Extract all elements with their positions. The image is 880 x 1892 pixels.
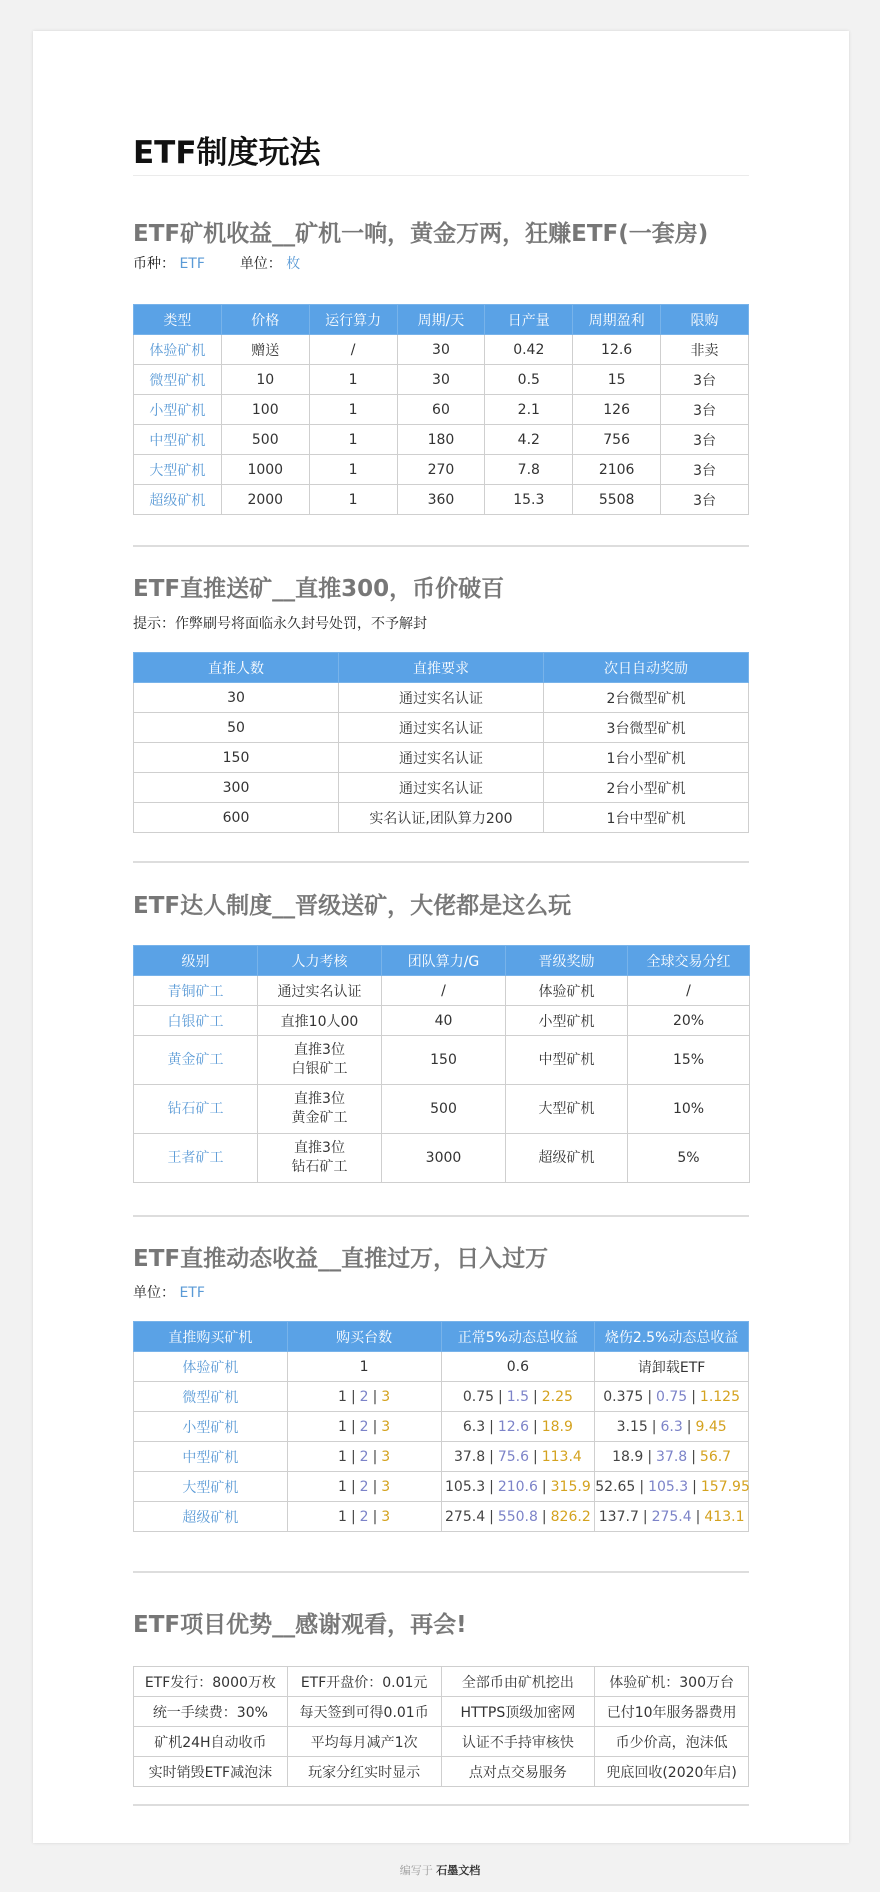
coin-value: ETF <box>179 256 205 272</box>
table-header-row <box>134 305 749 335</box>
table-cell: 30 <box>134 683 339 713</box>
table-cell: 126 <box>573 395 661 425</box>
miner-income-table <box>133 304 749 515</box>
table-row <box>134 365 749 395</box>
value-b-2: 105.3 <box>648 1478 689 1495</box>
value-q-3: 3 <box>381 1418 391 1435</box>
table-cell: 大型矿机 <box>506 1085 628 1134</box>
table-cell: 3台 <box>661 485 749 515</box>
section-divider <box>133 1571 749 1573</box>
table-cell: 0.6 <box>441 1352 595 1382</box>
table-cell: 2106 <box>573 455 661 485</box>
column-header: 购买台数 <box>287 1322 441 1352</box>
coin-unit-line <box>133 253 300 273</box>
value-b-3: 413.1 <box>704 1508 745 1525</box>
table-cell: 5% <box>628 1134 750 1183</box>
cell-line: 直推3位 <box>294 1042 345 1058</box>
table-cell <box>595 1382 749 1412</box>
column-header: 类型 <box>134 305 222 335</box>
value-q-2: 2 <box>359 1448 369 1465</box>
page-title: ETF制度玩法 <box>133 135 321 171</box>
table-cell: 0.5 <box>485 365 573 395</box>
section-divider <box>133 861 749 863</box>
dynamic-income-rows <box>134 1382 749 1532</box>
table-cell: 超级矿机 <box>134 1502 288 1532</box>
column-header: 次日自动奖励 <box>544 653 749 683</box>
table-row <box>134 773 749 803</box>
table-cell: 币少价高，泡沫低 <box>595 1727 749 1757</box>
separator: | <box>372 1418 378 1435</box>
column-header: 团队算力/G <box>382 946 506 976</box>
table-cell: 2.1 <box>485 395 573 425</box>
table-cell: 180 <box>397 425 485 455</box>
table-row <box>134 1472 749 1502</box>
table-cell: 微型矿机 <box>134 365 222 395</box>
table-cell: ETF开盘价：0.01元 <box>287 1667 441 1697</box>
value-n-3: 826.2 <box>550 1508 591 1525</box>
column-header: 直推要求 <box>339 653 544 683</box>
section-heading-rank-system: ETF达人制度__晋级送矿，大佬都是这么玩 <box>133 893 572 919</box>
document-page <box>33 31 849 1843</box>
separator: | <box>647 1388 653 1405</box>
value-b-2: 6.3 <box>660 1418 683 1435</box>
value-b-1: 52.65 <box>595 1478 636 1495</box>
table-cell: 大型矿机 <box>134 455 222 485</box>
table-cell: 中型矿机 <box>134 1442 288 1472</box>
table-row <box>134 1382 749 1412</box>
table-row <box>134 455 749 485</box>
table-cell <box>258 1036 382 1085</box>
table-cell: / <box>628 976 750 1006</box>
table-cell: 王者矿工 <box>134 1134 258 1183</box>
table-cell: 3台 <box>661 425 749 455</box>
referral-table <box>133 652 749 833</box>
table-cell: 50 <box>134 713 339 743</box>
table-cell: 白银矿工 <box>134 1006 258 1036</box>
value-q-3: 3 <box>381 1508 391 1525</box>
table-cell: 小型矿机 <box>506 1006 628 1036</box>
table-cell: 1 <box>309 425 397 455</box>
table-row <box>134 976 750 1006</box>
footer-brand: 石墨文档 <box>436 1864 481 1877</box>
separator: | <box>489 1418 494 1435</box>
table-cell: 认证不手持审核快 <box>441 1727 595 1757</box>
table-cell <box>287 1382 441 1412</box>
separator: | <box>533 1448 538 1465</box>
unit-label: 单位： <box>239 256 282 272</box>
table-cell: 体验矿机 <box>134 1352 288 1382</box>
table-cell: 3台微型矿机 <box>544 713 749 743</box>
column-header: 正常5%动态总收益 <box>441 1322 595 1352</box>
table-cell: 钻石矿工 <box>134 1085 258 1134</box>
column-header: 直推人数 <box>134 653 339 683</box>
section-heading-miner-income: ETF矿机收益__矿机一响，黄金万两，狂赚ETF(一套房) <box>133 221 709 247</box>
table-cell <box>287 1412 441 1442</box>
table-cell: 超级矿机 <box>134 485 222 515</box>
table-row <box>134 1006 750 1036</box>
coin-label: 币种： <box>133 256 175 272</box>
table-header-row <box>134 653 749 683</box>
table-cell: 0.42 <box>485 335 573 365</box>
table-cell: 1 <box>287 1352 441 1382</box>
column-header: 周期/天 <box>397 305 485 335</box>
table-cell: 通过实名认证 <box>339 743 544 773</box>
table-cell: 3台 <box>661 365 749 395</box>
separator: | <box>489 1478 494 1495</box>
table-row <box>134 743 749 773</box>
value-n-1: 37.8 <box>453 1448 486 1465</box>
column-header: 日产量 <box>485 305 573 335</box>
value-q-1: 1 <box>338 1508 347 1525</box>
table-cell: 15% <box>628 1036 750 1085</box>
table-cell: 通过实名认证 <box>339 773 544 803</box>
section-divider <box>133 1804 749 1806</box>
dynamic-income-table <box>133 1321 749 1532</box>
cell-line: 白银矿工 <box>291 1061 348 1077</box>
separator: | <box>642 1508 648 1525</box>
separator: | <box>350 1388 356 1405</box>
value-q-2: 2 <box>359 1508 369 1525</box>
table-cell: 500 <box>221 425 309 455</box>
value-n-3: 315.9 <box>550 1478 591 1495</box>
unit-value: 枚 <box>286 256 301 272</box>
value-n-2: 210.6 <box>497 1478 538 1495</box>
separator: | <box>647 1448 653 1465</box>
separator: | <box>686 1418 692 1435</box>
value-q-1: 1 <box>338 1478 347 1495</box>
section-heading-advantages: ETF项目优势__感谢观看，再会! <box>133 1612 467 1638</box>
table-cell: 小型矿机 <box>134 395 222 425</box>
value-b-3: 56.7 <box>699 1448 732 1465</box>
value-b-2: 275.4 <box>651 1508 692 1525</box>
value-q-3: 3 <box>381 1448 391 1465</box>
table-cell: 体验矿机：300万台 <box>595 1667 749 1697</box>
value-n-3: 18.9 <box>541 1418 573 1435</box>
table-row <box>134 1085 750 1134</box>
table-cell: 通过实名认证 <box>339 713 544 743</box>
rank-table <box>133 945 750 1183</box>
column-header: 晋级奖励 <box>506 946 628 976</box>
table-cell: 15.3 <box>485 485 573 515</box>
separator: | <box>350 1508 356 1525</box>
table-cell: 40 <box>382 1006 506 1036</box>
advantages-table <box>133 1666 749 1787</box>
table-cell: 1台中型矿机 <box>544 803 749 833</box>
cell-line: 黄金矿工 <box>291 1110 348 1126</box>
value-n-3: 113.4 <box>541 1448 582 1465</box>
table-row <box>134 1412 749 1442</box>
table-cell: 超级矿机 <box>506 1134 628 1183</box>
column-header: 限购 <box>661 305 749 335</box>
footer <box>0 1862 880 1878</box>
value-b-2: 37.8 <box>656 1448 688 1465</box>
separator: | <box>350 1448 356 1465</box>
table-cell: 150 <box>382 1036 506 1085</box>
table-cell: 中型矿机 <box>506 1036 628 1085</box>
unit-line <box>133 1282 205 1302</box>
table-row <box>134 713 749 743</box>
table-row <box>134 1352 749 1382</box>
column-header: 周期盈利 <box>573 305 661 335</box>
table-cell: 全部币由矿机挖出 <box>441 1667 595 1697</box>
column-header: 运行算力 <box>309 305 397 335</box>
separator: | <box>350 1478 356 1495</box>
table-cell: 通过实名认证 <box>258 976 382 1006</box>
column-header: 人力考核 <box>258 946 382 976</box>
column-header: 直推购买矿机 <box>134 1322 288 1352</box>
separator: | <box>691 1448 696 1465</box>
table-cell: 玩家分红实时显示 <box>287 1757 441 1787</box>
table-cell: 请卸载ETF <box>595 1352 749 1382</box>
separator: | <box>372 1508 378 1525</box>
table-cell: ETF发行：8000万枚 <box>134 1667 288 1697</box>
table-cell: 30 <box>397 365 485 395</box>
table-row <box>134 1757 749 1787</box>
table-cell: 矿机24H自动收币 <box>134 1727 288 1757</box>
separator: | <box>350 1418 356 1435</box>
table-cell: 1 <box>309 365 397 395</box>
value-q-2: 2 <box>359 1388 369 1405</box>
table-cell <box>441 1472 595 1502</box>
table-cell: 300 <box>134 773 339 803</box>
title-divider <box>133 175 749 176</box>
table-cell: 1 <box>309 485 397 515</box>
table-cell: 4.2 <box>485 425 573 455</box>
table-cell <box>441 1382 595 1412</box>
table-cell: 10% <box>628 1085 750 1134</box>
table-cell: 3台 <box>661 395 749 425</box>
cell-line: 直推3位 <box>294 1140 345 1156</box>
table-cell: 2台微型矿机 <box>544 683 749 713</box>
table-cell: 360 <box>397 485 485 515</box>
table-row <box>134 1667 749 1697</box>
separator: | <box>489 1508 494 1525</box>
table-cell: 中型矿机 <box>134 425 222 455</box>
table-cell <box>287 1442 441 1472</box>
table-cell: 大型矿机 <box>134 1472 288 1502</box>
value-b-3: 9.45 <box>695 1418 727 1435</box>
value-n-2: 12.6 <box>497 1418 529 1435</box>
separator: | <box>691 1388 696 1405</box>
value-b-1: 3.15 <box>616 1418 648 1435</box>
table-cell: HTTPS顶级加密网 <box>441 1697 595 1727</box>
separator: | <box>498 1388 503 1405</box>
separator: | <box>639 1478 645 1495</box>
value-q-1: 1 <box>338 1448 347 1465</box>
table-cell: 3台 <box>661 455 749 485</box>
value-b-1: 137.7 <box>598 1508 639 1525</box>
table-cell: 实时销毁ETF减泡沫 <box>134 1757 288 1787</box>
cell-line: 钻石矿工 <box>291 1159 348 1175</box>
separator: | <box>692 1478 697 1495</box>
table-cell: 10 <box>221 365 309 395</box>
section-divider <box>133 545 749 547</box>
value-n-1: 105.3 <box>445 1478 486 1495</box>
table-cell: 500 <box>382 1085 506 1134</box>
separator: | <box>533 1388 538 1405</box>
table-cell <box>441 1442 595 1472</box>
unit-value: ETF <box>179 1285 205 1301</box>
value-n-2: 75.6 <box>497 1448 529 1465</box>
table-cell: 体验矿机 <box>506 976 628 1006</box>
table-cell <box>258 1085 382 1134</box>
table-cell: 1 <box>309 395 397 425</box>
value-q-2: 2 <box>359 1478 369 1495</box>
separator: | <box>541 1508 547 1525</box>
table-row <box>134 1697 749 1727</box>
table-cell: 5508 <box>573 485 661 515</box>
value-q-3: 3 <box>381 1478 391 1495</box>
table-cell <box>595 1412 749 1442</box>
table-cell: 每天签到可得0.01币 <box>287 1697 441 1727</box>
table-cell <box>287 1472 441 1502</box>
table-header-row <box>134 1322 749 1352</box>
table-row <box>134 1134 750 1183</box>
table-cell: / <box>382 976 506 1006</box>
table-cell: 实名认证,团队算力200 <box>339 803 544 833</box>
table-cell: 直推10人00 <box>258 1006 382 1036</box>
section-heading-dynamic-income: ETF直推动态收益__直推过万，日入过万 <box>133 1246 549 1272</box>
separator: | <box>372 1448 378 1465</box>
table-cell <box>595 1472 749 1502</box>
table-cell: 统一手续费：30% <box>134 1697 288 1727</box>
table-cell: 1000 <box>221 455 309 485</box>
cell-line: 直推3位 <box>294 1091 345 1107</box>
table-cell: 赠送 <box>221 335 309 365</box>
table-cell: 15 <box>573 365 661 395</box>
separator: | <box>533 1418 538 1435</box>
table-cell <box>441 1502 595 1532</box>
table-cell: 1台小型矿机 <box>544 743 749 773</box>
column-header: 级别 <box>134 946 258 976</box>
value-q-1: 1 <box>338 1418 347 1435</box>
table-cell: 3000 <box>382 1134 506 1183</box>
value-b-3: 157.95 <box>700 1478 750 1495</box>
value-q-3: 3 <box>381 1388 391 1405</box>
table-cell: 点对点交易服务 <box>441 1757 595 1787</box>
table-cell: 60 <box>397 395 485 425</box>
table-cell: 体验矿机 <box>134 335 222 365</box>
table-cell: 青铜矿工 <box>134 976 258 1006</box>
table-row <box>134 335 749 365</box>
table-cell: 已付10年服务器费用 <box>595 1697 749 1727</box>
value-n-1: 0.75 <box>462 1388 495 1405</box>
table-cell: 通过实名认证 <box>339 683 544 713</box>
value-b-3: 1.125 <box>699 1388 741 1405</box>
table-row <box>134 395 749 425</box>
separator: | <box>651 1418 657 1435</box>
value-n-3: 2.25 <box>541 1388 573 1405</box>
separator: | <box>695 1508 701 1525</box>
table-cell <box>595 1442 749 1472</box>
value-b-2: 0.75 <box>656 1388 688 1405</box>
table-row <box>134 1502 749 1532</box>
table-cell: 兜底回收(2020年启) <box>595 1757 749 1787</box>
table-cell: 20% <box>628 1006 750 1036</box>
table-cell: 270 <box>397 455 485 485</box>
table-row <box>134 803 749 833</box>
table-cell: 600 <box>134 803 339 833</box>
value-b-1: 18.9 <box>612 1448 644 1465</box>
value-n-2: 550.8 <box>497 1508 538 1525</box>
table-cell <box>258 1134 382 1183</box>
value-b-1: 0.375 <box>603 1388 644 1405</box>
table-row <box>134 1036 750 1085</box>
value-n-1: 6.3 <box>462 1418 486 1435</box>
table-cell <box>287 1502 441 1532</box>
table-cell: 30 <box>397 335 485 365</box>
table-cell: 150 <box>134 743 339 773</box>
separator: | <box>489 1448 494 1465</box>
table-row <box>134 683 749 713</box>
section-heading-referral: ETF直推送矿__直推300，币价破百 <box>133 576 505 602</box>
value-q-2: 2 <box>359 1418 369 1435</box>
tip-text: 提示：作弊刷号将面临永久封号处罚，不予解封 <box>133 616 427 632</box>
section-divider <box>133 1215 749 1217</box>
table-row <box>134 425 749 455</box>
column-header: 全球交易分红 <box>628 946 750 976</box>
value-n-2: 1.5 <box>506 1388 529 1405</box>
table-cell: 平均每月减产1次 <box>287 1727 441 1757</box>
table-header-row <box>134 946 750 976</box>
table-cell: 黄金矿工 <box>134 1036 258 1085</box>
value-n-1: 275.4 <box>445 1508 486 1525</box>
table-cell: / <box>309 335 397 365</box>
separator: | <box>372 1388 378 1405</box>
table-cell: 小型矿机 <box>134 1412 288 1442</box>
table-row <box>134 485 749 515</box>
table-row <box>134 1727 749 1757</box>
advantages-rows <box>134 1667 749 1787</box>
value-q-1: 1 <box>338 1388 347 1405</box>
table-cell: 微型矿机 <box>134 1382 288 1412</box>
table-cell: 756 <box>573 425 661 455</box>
table-cell <box>595 1502 749 1532</box>
table-cell: 2000 <box>221 485 309 515</box>
table-cell: 2台小型矿机 <box>544 773 749 803</box>
table-row <box>134 1442 749 1472</box>
separator: | <box>541 1478 547 1495</box>
table-cell: 12.6 <box>573 335 661 365</box>
footer-prefix: 编写于 <box>399 1864 433 1877</box>
table-cell: 1 <box>309 455 397 485</box>
table-cell: 100 <box>221 395 309 425</box>
unit-label: 单位： <box>133 1285 175 1301</box>
column-header: 烧伤2.5%动态总收益 <box>595 1322 749 1352</box>
column-header: 价格 <box>221 305 309 335</box>
separator: | <box>372 1478 378 1495</box>
table-cell: 7.8 <box>485 455 573 485</box>
table-cell <box>441 1412 595 1442</box>
table-cell: 非卖 <box>661 335 749 365</box>
